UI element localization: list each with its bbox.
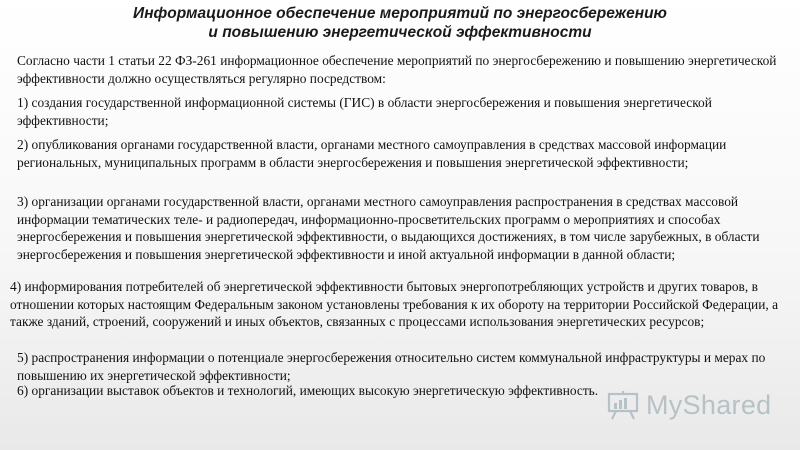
title-line-2: и повышению энергетической эффективности: [208, 24, 592, 41]
presentation-board-icon: [606, 390, 640, 420]
list-item-1: 1) создания государственной информационной системы (ГИС) в области энергосбережения и повышения энергетической эффективности;: [17, 95, 712, 128]
slide-title: [0, 4, 800, 42]
title-line-1: Информационное обеспечение мероприятий по энергосбережению: [133, 5, 667, 22]
watermark-brand: MyShared: [646, 389, 772, 420]
list-item-4: 4) информирования потребителей об энергетической эффективности бытовых энергопотребляющих устройств и других товаров, в отношении которых настоящим Федеральным законом установлены требования к их обороту на территории Российской Федерации, а также зданий, строений, сооружений и иных объектов, связанных с процессами использования энергетических ресурсов;: [10, 279, 779, 330]
watermark-logo: [606, 388, 771, 422]
intro-paragraph: Согласно части 1 статьи 22 ФЗ-261 информационное обеспечение мероприятий по энергосбережению и повышению энергетической эффективности должно осуществляться регулярно посредством:: [17, 53, 777, 86]
list-item-3: 3) организации органами государственной власти, органами местного самоуправления распространения в средствах массовой информации тематических теле- и радиопередач, информационно-просветительских программ о мероприятиях и способах энергосбережения и повышения энергетической эффективности, о выдающихся достижениях, в том числе зарубежных, в области энергосбережения и повышения энергетической эффективности и иной актуальной информации в данной области;: [17, 194, 760, 262]
list-item-2: 2) опубликования органами государственной власти, органами местного самоуправления в средствах массовой информации региональных, муниципальных программ в области энергосбережения и повышения энергетической эффективности;: [17, 137, 727, 170]
list-item-6: 6) организации выставок объектов и технологий, имеющих высокую энергетическую эффективность.: [17, 383, 599, 398]
list-item-5: 5) распространения информации о потенциале энергосбережения относительно систем коммунальной инфраструктуры и мерах по повышению их энергетической эффективности;: [17, 350, 766, 383]
